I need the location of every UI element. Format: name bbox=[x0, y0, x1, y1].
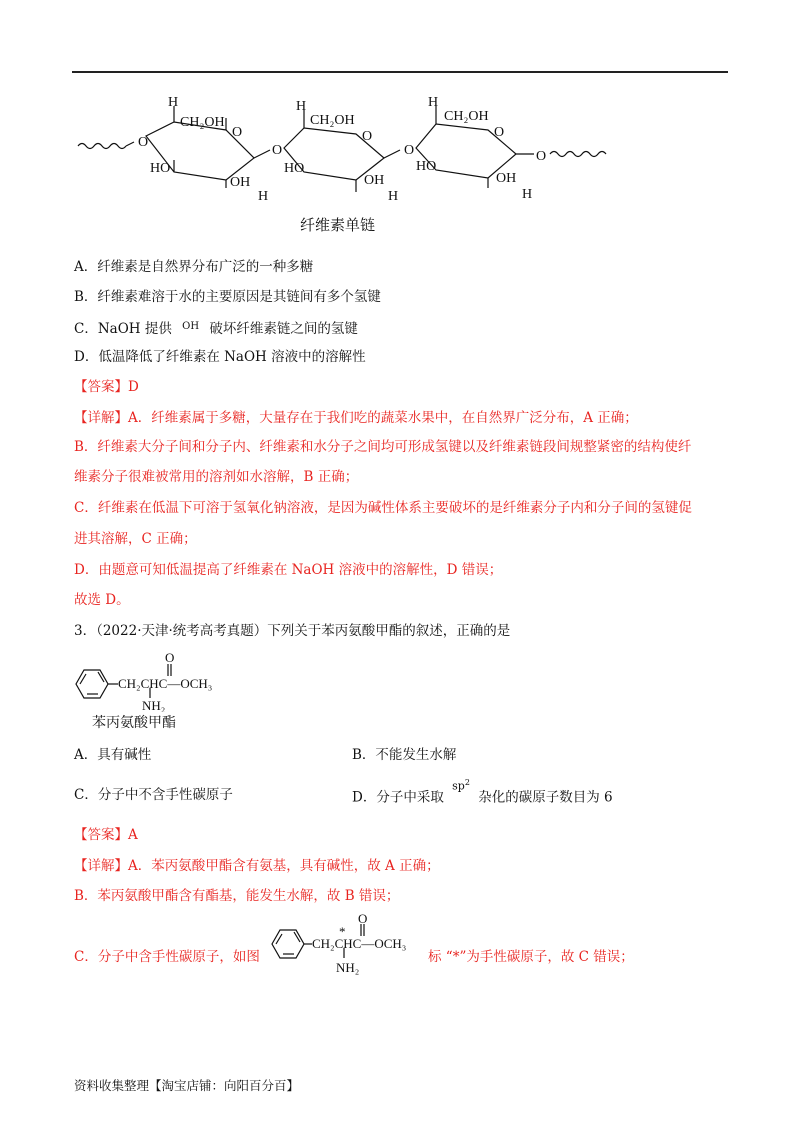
svg-text:O: O bbox=[362, 129, 373, 144]
q3-detail-b: B．苯丙氨酸甲酯含有酯基，能发生水解，故 B 错误； bbox=[74, 888, 400, 904]
svg-text:CH₂CHC—OCH₃: CH₂CHC—OCH₃ bbox=[118, 676, 213, 691]
q3-detail-a: 【详解】A．苯丙氨酸甲酯含有氨基，具有碱性，故 A 正确； bbox=[74, 858, 440, 874]
q2-option-c bbox=[74, 318, 358, 338]
sp-text: sp bbox=[452, 779, 465, 793]
q2-answer: 【答案】D bbox=[74, 379, 139, 395]
q2-option-c-post: 破坏纤维素链之间的氢键 bbox=[209, 321, 358, 337]
q3-option-d bbox=[352, 778, 613, 808]
q2-option-a: A．纤维素是自然界分布广泛的一种多糖 bbox=[74, 259, 314, 275]
svg-text:H: H bbox=[296, 99, 307, 114]
q2-detail-4: C．纤维素在低温下可溶于氢氧化钠溶液，是因为碱性体系主要破坏的是纤维素分子内和分子间的氢键促 bbox=[74, 500, 692, 516]
svg-text:CH₂OH: CH₂OH bbox=[180, 115, 225, 130]
q3-detail-c-pre: C．分子中含手性碳原子，如图 bbox=[74, 949, 260, 965]
svg-text:O: O bbox=[494, 125, 505, 140]
svg-text:CH₂OH: CH₂OH bbox=[310, 113, 355, 128]
svg-text:O: O bbox=[165, 650, 175, 665]
structure-caption: 苯丙氨酸甲酯 bbox=[92, 715, 176, 731]
svg-text:O: O bbox=[404, 143, 415, 158]
q2-conclusion: 故选 D。 bbox=[74, 592, 130, 608]
q2-option-d: D．低温降低了纤维素在 NaOH 溶液中的溶解性 bbox=[74, 349, 366, 365]
svg-text:NH₂: NH₂ bbox=[336, 960, 360, 975]
q2-detail-3: 维素分子很难被常用的溶剂如水溶解，B 正确； bbox=[74, 469, 359, 485]
q2-detail-5: 进其溶解，C 正确； bbox=[74, 531, 197, 547]
q3-option-a: A．具有碱性 bbox=[74, 747, 152, 763]
q3-option-c: C．分子中不含手性碳原子 bbox=[74, 787, 233, 803]
svg-text:H: H bbox=[522, 187, 533, 202]
cellulose-caption: 纤维素单链 bbox=[300, 216, 376, 234]
svg-text:HO: HO bbox=[150, 161, 171, 176]
sp-superscript: 2 bbox=[464, 778, 470, 787]
svg-text:HO: HO bbox=[284, 161, 305, 176]
q2-detail-2: B．纤维素大分子间和分子内、纤维素和水分子之间均可形成氢键以及纤维素链段间规整紧密的结构使纤 bbox=[74, 439, 692, 455]
chiral-carbon-structure bbox=[268, 914, 424, 980]
q2-detail-1: 【详解】A．纤维素属于多糖，大量存在于我们吃的蔬菜水果中，在自然界广泛分布，A 正确； bbox=[74, 410, 638, 426]
svg-text:OH: OH bbox=[364, 173, 385, 188]
q3-answer: 【答案】A bbox=[74, 827, 138, 843]
svg-text:OH: OH bbox=[496, 171, 517, 186]
q3-detail-c-post: 标 “*”为手性碳原子，故 C 错误； bbox=[428, 949, 634, 965]
q2-option-b: B．纤维素难溶于水的主要原因是其链间有多个氢键 bbox=[74, 289, 381, 305]
cellulose-structure bbox=[74, 88, 634, 208]
sp2-label bbox=[452, 774, 470, 796]
svg-text:HO: HO bbox=[416, 159, 437, 174]
svg-text:H: H bbox=[258, 189, 269, 204]
phenylalanine-methyl-ester-structure bbox=[70, 648, 240, 712]
svg-text:O: O bbox=[232, 125, 243, 140]
svg-text:H: H bbox=[168, 95, 179, 110]
header-rule bbox=[72, 71, 728, 73]
svg-text:H: H bbox=[428, 95, 439, 110]
svg-text:OH: OH bbox=[230, 175, 251, 190]
svg-text:O: O bbox=[272, 143, 283, 158]
q3-stem: 3．（2022·天津·统考高考真题）下列关于苯丙氨酸甲酯的叙述，正确的是 bbox=[74, 623, 511, 639]
svg-text:CH₂CHC—OCH₃: CH₂CHC—OCH₃ bbox=[312, 936, 407, 951]
q3-option-d-pre: D．分子中采取 bbox=[352, 789, 444, 806]
q3-option-d-post: 杂化的碳原子数目为 6 bbox=[478, 789, 613, 806]
svg-text:O: O bbox=[536, 149, 547, 164]
q2-option-c-pre: C．NaOH 提供 bbox=[74, 321, 172, 337]
q3-option-b: B．不能发生水解 bbox=[352, 747, 457, 763]
svg-text:CH₂OH: CH₂OH bbox=[444, 109, 489, 124]
footer-text: 资料收集整理【淘宝店铺：向阳百分百】 bbox=[74, 1078, 300, 1093]
svg-text:NH₂: NH₂ bbox=[142, 698, 166, 712]
svg-text:*: * bbox=[339, 924, 346, 939]
oh-ion: OH bbox=[182, 321, 200, 332]
svg-text:H: H bbox=[388, 189, 399, 204]
svg-text:O: O bbox=[358, 914, 368, 926]
q2-detail-6: D．由题意可知低温提高了纤维素在 NaOH 溶液中的溶解性，D 错误； bbox=[74, 562, 503, 578]
svg-text:O: O bbox=[138, 135, 149, 150]
